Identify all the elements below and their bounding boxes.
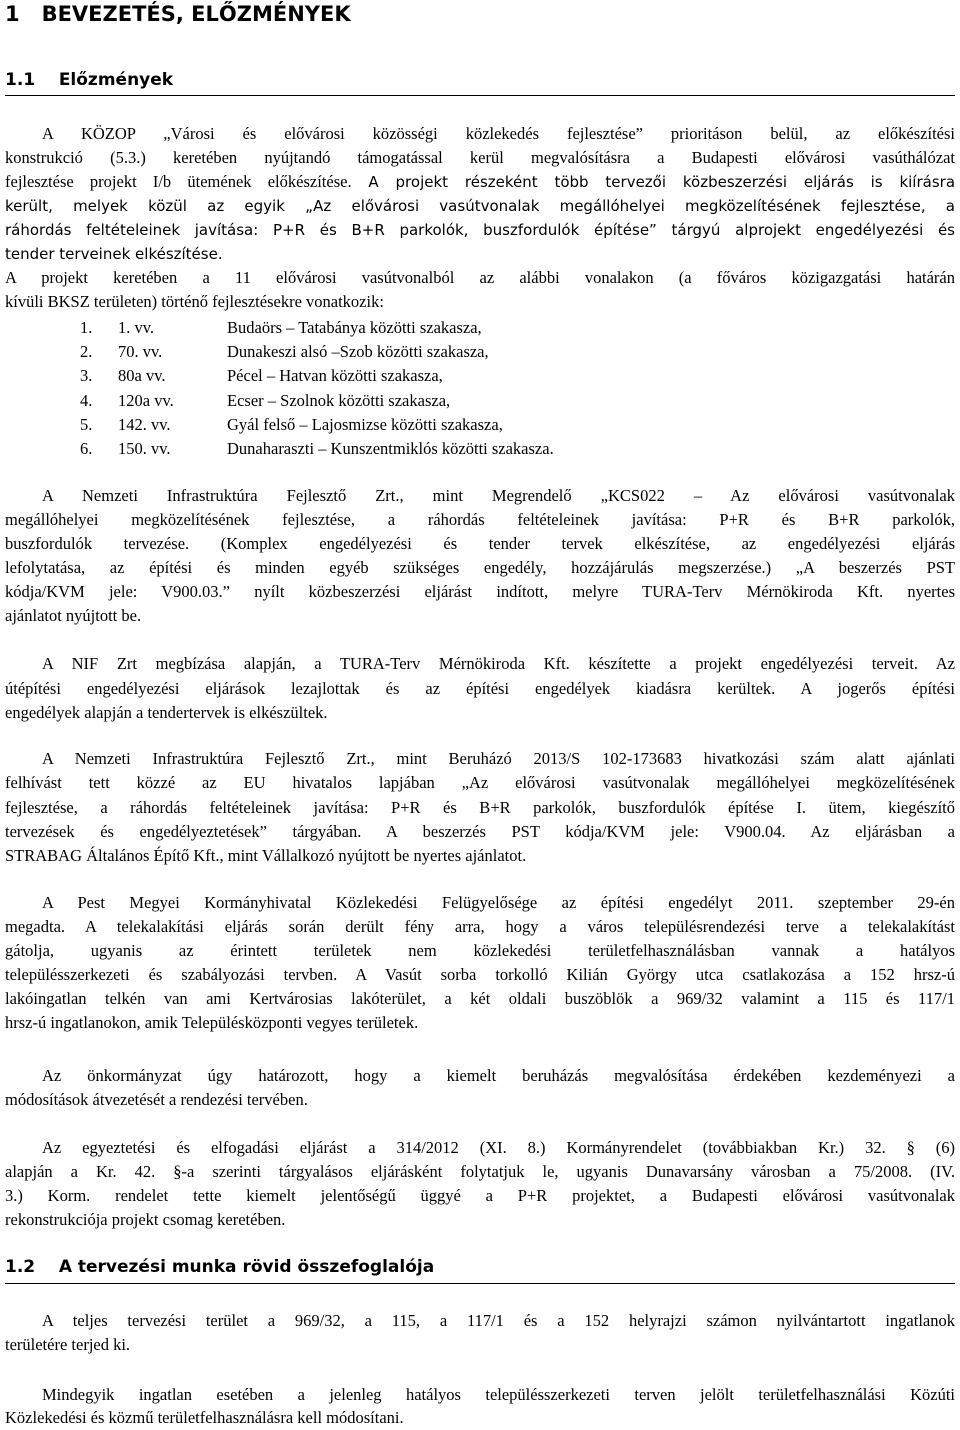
list-desc: Dunaharaszti – Kunszentmiklós közötti szakasza. [227,439,554,458]
para-line: fejlesztése, a ráhordás feltételeinek javítása: P+R és B+R parkolók, buszfordulók építése I. ütem, kiegészítő [5,798,955,817]
para-line: lefolytatása, az építési és minden egyéb szükséges engedély, hozzájárulás megszerzése.) „A beszerzés PST [5,558,955,577]
section-number: 1.2 [5,1257,36,1277]
para-line: tervezések és engedélyeztetések” tárgyában. A beszerzés PST kódja/KVM jele: V900.04. Az eljárásban a [5,822,955,841]
list-line: 80a vv. [118,366,166,385]
list-number: 5. [80,415,93,434]
para-line: rekonstrukciója projekt csomag keretében. [5,1210,286,1229]
para-line: konstrukció (5.3.) keretében nyújtandó támogatással kerül megvalósításra a Budapesti elővárosi vasúthálózat [5,148,955,167]
list-number: 6. [80,439,93,458]
para-line: A teljes tervezési terület a 969/32, a 115, a 117/1 és a 152 helyrajzi számon nyilvántartott ingatlanok [42,1311,955,1330]
list-line: 150. vv. [118,439,171,458]
para-line: buszfordulók tervezése. (Komplex engedélyezési és tender tervek elkészítése, az engedélyezési eljárás [5,534,955,553]
para-line: A Nemzeti Infrastruktúra Fejlesztő Zrt., mint Beruházó 2013/S 102-173683 hivatkozási szám alatt ajánlati [42,749,955,768]
para-line-sans: A projekt részeként több tervezői közbeszerzési eljárás is kiírásra [351,173,956,191]
para-line: A KÖZOP „Városi és elővárosi közösségi közlekedés fejlesztése” prioritáson belül, az előkészítési [42,124,955,143]
section-number: 1.1 [5,70,36,90]
para-line: alapján a Kr. 42. §-a szerinti tárgyalásos eljárásként folytatjuk le, ugyanis Dunavarsány városban a 75/2008. (IV. [5,1162,955,1181]
para-line: 3.) Korm. rendelet tette kiemelt jelentőségű üggyé a P+R projektet, a Budapesti elővárosi vasútvonalak [5,1186,955,1205]
para-line: megállóhelyei megközelítésének fejlesztése, a ráhordás feltételeinek javítása: P+R és B+R parkolók, [5,510,955,529]
list-line: 120a vv. [118,391,174,410]
list-number: 4. [80,391,93,410]
para-line: ráhordás feltételeinek javítása: P+R és B+R parkolók, buszfordulók építése” tárgyú alprojekt engedélyezési és [5,221,955,239]
para-line: kívüli BKSZ területen) történő fejlesztésekre vonatkozik: [5,292,384,311]
para-line: kódja/KVM jele: V900.03.” nyílt közbeszerzési eljárást indított, melyre TURA-Terv Mérnökiroda Kft. nyertes [5,582,955,601]
list-line: 1. vv. [118,318,155,337]
para-line: került, melyek közül az egyik „Az elővárosi vasútvonalak megállóhelyei megközelítésének fejlesztése, a [5,197,955,215]
list-desc: Dunakeszi alsó –Szob közötti szakasza, [227,342,489,361]
chapter-number: 1 [5,2,20,26]
para-line: A Pest Megyei Kormányhivatal Közlekedési Felügyelősége az építési engedélyt 2011. szeptember 29-én [42,893,955,912]
para-line: településszerkezeti és szabályozási tervben. A Vasút sorba torkolló Kilián György utca csatlakozása a 152 hrsz-ú [5,965,955,984]
para-line: A NIF Zrt megbízása alapján, a TURA-Terv Mérnökiroda Kft. készítette a projekt engedélyezési terveit. Az [42,654,955,673]
list-number: 2. [80,342,93,361]
para-line: Közlekedési és közmű területfelhasználásra kell módosítani. [5,1408,404,1427]
para-line: útépítési engedélyezési eljárások lezajlottak és az építési engedélyek kiadásra kerültek. A jogerős építési [5,679,955,698]
para-line: Az egyeztetési és elfogadási eljárást a 314/2012 (XI. 8.) Kormányrendelet (továbbiakban Kr.) 32. § (6) [42,1138,955,1157]
chapter-heading [5,2,351,26]
list-number: 3. [80,366,93,385]
para-line: engedélyek alapján a tendertervek is elkészültek. [5,703,328,722]
para-line-serif: fejlesztése projekt I/b ütemének előkészítése. [5,172,352,191]
para-line [5,170,955,194]
para-line: ajánlatot nyújtott be. [5,606,142,625]
para-line: gátolja, ugyanis az érintett területek nem közlekedési területfelhasználásban vannak a hatályos [5,941,955,960]
list-desc: Pécel – Hatvan közötti szakasza, [227,366,443,385]
para-line: hrsz-ú ingatlanokon, amik Településközponti vegyes területek. [5,1013,419,1032]
para-line: A Nemzeti Infrastruktúra Fejlesztő Zrt., mint Megrendelő „KCS022 – Az elővárosi vasútvonalak [42,486,955,505]
section-title: Előzmények [58,70,174,90]
chapter-title: BEVEZETÉS, ELŐZMÉNYEK [41,2,351,26]
para-line: felhívást tett közzé az EU hivatalos lapjában „Az elővárosi vasútvonalak megállóhelyei megközelítésének [5,773,955,792]
para-line: Mindegyik ingatlan esetében a jelenleg hatályos településszerkezeti terven jelölt területfelhasználási Közúti [42,1385,955,1404]
para-line: Az önkormányzat úgy határozott, hogy a kiemelt beruházás megvalósítása érdekében kezdeményezi a [42,1066,955,1085]
section-title: A tervezési munka rövid összefoglalója [58,1257,435,1277]
list-line: 70. vv. [118,342,163,361]
list-number: 1. [80,318,93,337]
para-line: lakóingatlan telkén van ami Kertvárosias lakóterület, a két oldali buszöblök a 969/32 valamint a 115 és 117/1 [5,989,955,1008]
section-underline [5,1283,955,1284]
section-heading-1-2 [5,1257,434,1277]
para-line: tender terveinek elkészítése. [5,245,223,263]
para-line: területére terjed ki. [5,1335,131,1354]
list-desc: Gyál felső – Lajosmizse közötti szakasza, [227,415,503,434]
para-line: STRABAG Általános Építő Kft., mint Vállalkozó nyújtott be nyertes ajánlatot. [5,846,527,865]
para-line: módosítások átvezetését a rendezési tervében. [5,1090,308,1109]
list-desc: Budaörs – Tatabánya közötti szakasza, [227,318,482,337]
list-line: 142. vv. [118,415,171,434]
para-line: A projekt keretében a 11 elővárosi vasútvonalból az alábbi vonalakon (a főváros közigazgatási határán [5,268,955,287]
section-underline [5,95,955,96]
section-heading-1-1 [5,70,173,90]
para-line: megadta. A telekalakítási eljárás során derült fény arra, hogy a város településrendezési terve a telekalakítást [5,917,955,936]
list-desc: Ecser – Szolnok közötti szakasza, [227,391,451,410]
